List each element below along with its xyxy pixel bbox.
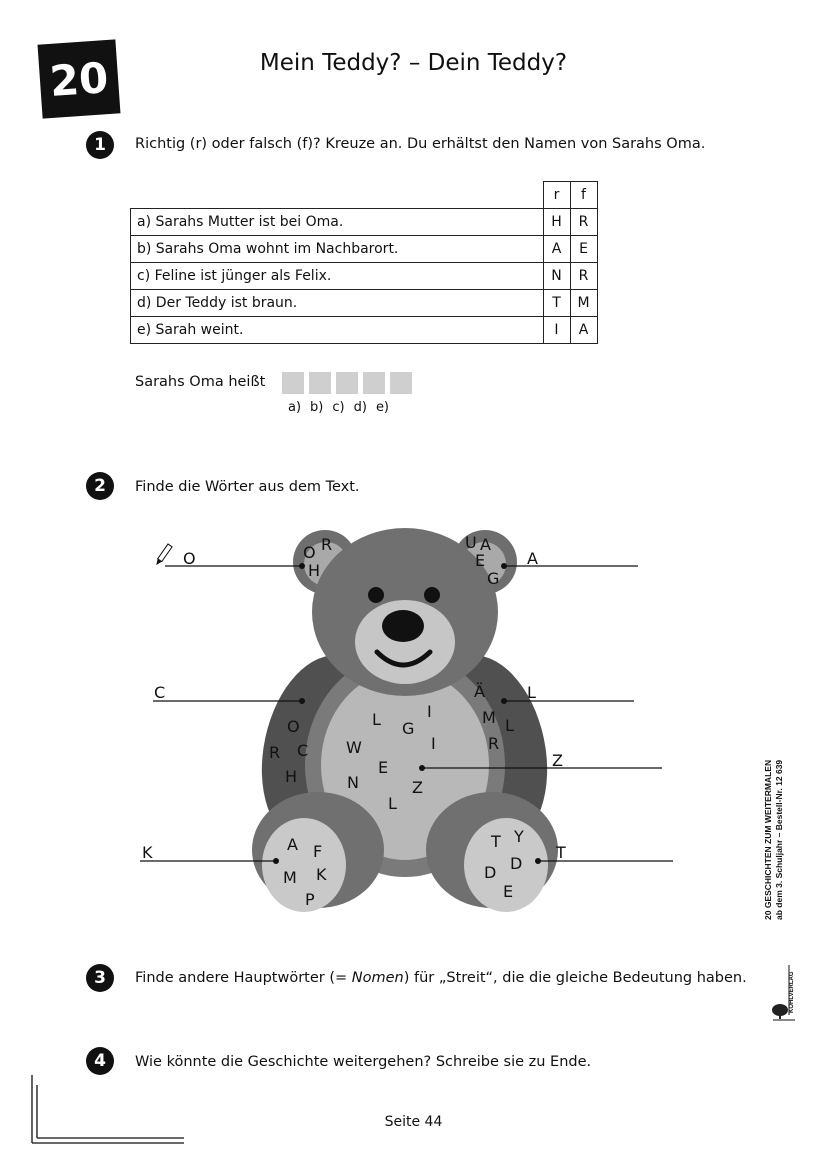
task-1-instruction: Richtig (r) oder falsch (f)? Kreuze an. Du erhältst den Namen von Sarahs Oma. — [135, 136, 706, 152]
task-4-instruction: Wie könnte die Geschichte weitergehen? Schreibe sie zu Ende. — [135, 1054, 592, 1070]
letter: M — [482, 708, 496, 727]
statement-cell: d) Der Teddy ist braun. — [131, 290, 544, 317]
letter: O — [287, 717, 300, 736]
letter: G — [402, 719, 415, 738]
letter: E — [503, 882, 514, 901]
pencil-icon — [154, 544, 172, 567]
answer-box[interactable] — [309, 372, 331, 394]
letter: R — [321, 535, 333, 554]
letter: L — [388, 794, 397, 813]
letter: H — [308, 561, 321, 580]
answer-cell-f[interactable]: R — [570, 263, 597, 290]
letter: N — [347, 773, 359, 792]
letter: R — [269, 743, 281, 762]
teddy-illustration — [0, 520, 760, 930]
label-z: Z — [552, 751, 563, 770]
page-title: Mein Teddy? – Dein Teddy? — [259, 50, 568, 76]
statement-cell: a) Sarahs Mutter ist bei Oma. — [131, 209, 544, 236]
answer-cell-r[interactable]: A — [543, 236, 570, 263]
side-publication-info — [763, 760, 785, 920]
letter: O — [303, 543, 316, 562]
answer-box[interactable] — [363, 372, 385, 394]
answer-box[interactable] — [282, 372, 304, 394]
task-3-text-italic: Nomen — [351, 970, 404, 986]
label-a: A — [527, 549, 538, 568]
task-3-text-after: ) für „Streit“, die die gleiche Bedeutung haben. — [403, 970, 747, 986]
table-row — [131, 317, 598, 344]
letter: H — [285, 767, 298, 786]
right-eye — [424, 587, 440, 603]
slot-label: a) — [288, 400, 302, 415]
publisher-name: KOHLVERLAG — [789, 971, 795, 1013]
answer-slot-labels — [288, 400, 389, 415]
letter: D — [484, 863, 497, 882]
letter: C — [297, 741, 309, 760]
letter: A — [480, 535, 491, 554]
label-o: O — [183, 549, 196, 568]
letter: I — [431, 734, 436, 753]
task-number-3: 3 — [86, 964, 114, 992]
letter: Y — [514, 827, 524, 846]
task-number-4: 4 — [86, 1047, 114, 1075]
letter: E — [475, 551, 486, 570]
table-row — [131, 209, 598, 236]
task-number-1: 1 — [86, 131, 114, 159]
slot-label: e) — [375, 400, 390, 415]
letter: W — [346, 738, 362, 757]
letter: U — [465, 533, 477, 552]
table-row — [131, 263, 598, 290]
letter: P — [305, 890, 315, 909]
slot-label: b) — [310, 400, 324, 415]
letter: L — [505, 716, 514, 735]
page-number-badge: 20 — [38, 39, 121, 118]
page-corner-frame — [30, 1075, 190, 1145]
answer-cell-r[interactable]: I — [543, 317, 570, 344]
letter: M — [283, 868, 297, 887]
left-eye — [368, 587, 384, 603]
label-l: L — [527, 683, 536, 702]
letter: G — [487, 569, 500, 588]
column-header-f: f — [570, 182, 597, 209]
side-line-2: ab dem 3. Schuljahr – Bestell-Nr. 12 639 — [774, 759, 784, 920]
task-3-instruction — [135, 970, 747, 986]
letter: Ä — [474, 682, 485, 701]
statement-cell: b) Sarahs Oma wohnt im Nachbarort. — [131, 236, 544, 263]
quiz-table — [130, 181, 598, 344]
answer-box[interactable] — [390, 372, 412, 394]
statement-cell: e) Sarah weint. — [131, 317, 544, 344]
answer-cell-r[interactable]: N — [543, 263, 570, 290]
letter: I — [427, 702, 432, 721]
label-t: T — [556, 843, 566, 862]
column-header-r: r — [543, 182, 570, 209]
slot-label: c) — [332, 400, 345, 415]
answer-cell-r[interactable]: H — [543, 209, 570, 236]
letter: K — [316, 865, 327, 884]
letter: R — [488, 734, 500, 753]
table-row — [131, 290, 598, 317]
answer-box[interactable] — [336, 372, 358, 394]
answer-cell-f[interactable]: E — [570, 236, 597, 263]
letter: T — [491, 832, 501, 851]
slot-label: d) — [353, 400, 367, 415]
letter: E — [378, 758, 389, 777]
letter: F — [313, 842, 323, 861]
letter: A — [287, 835, 298, 854]
answer-label: Sarahs Oma heißt — [135, 374, 266, 390]
side-line-1: 20 GESCHICHTEN ZUM WEITERMALEN — [763, 759, 773, 920]
task-3-text-before: Finde andere Hauptwörter (= — [135, 970, 352, 986]
answer-cell-f[interactable]: R — [570, 209, 597, 236]
label-k: K — [142, 843, 153, 862]
table-row — [131, 236, 598, 263]
statement-cell: c) Feline ist jünger als Felix. — [131, 263, 544, 290]
answer-cell-f[interactable]: A — [570, 317, 597, 344]
answer-cell-f[interactable]: M — [570, 290, 597, 317]
answer-boxes — [282, 372, 412, 394]
publisher-logo — [769, 955, 797, 1023]
letter: L — [372, 710, 381, 729]
letter: Z — [412, 778, 423, 797]
answer-cell-r[interactable]: T — [543, 290, 570, 317]
page-footer: Seite 44 — [384, 1114, 443, 1130]
right-leg — [426, 792, 558, 912]
task-number-2: 2 — [86, 472, 114, 500]
task-2-instruction: Finde die Wörter aus dem Text. — [135, 479, 360, 495]
letter: D — [510, 854, 523, 873]
label-c: C — [154, 683, 166, 702]
teddy-nose — [382, 610, 424, 642]
